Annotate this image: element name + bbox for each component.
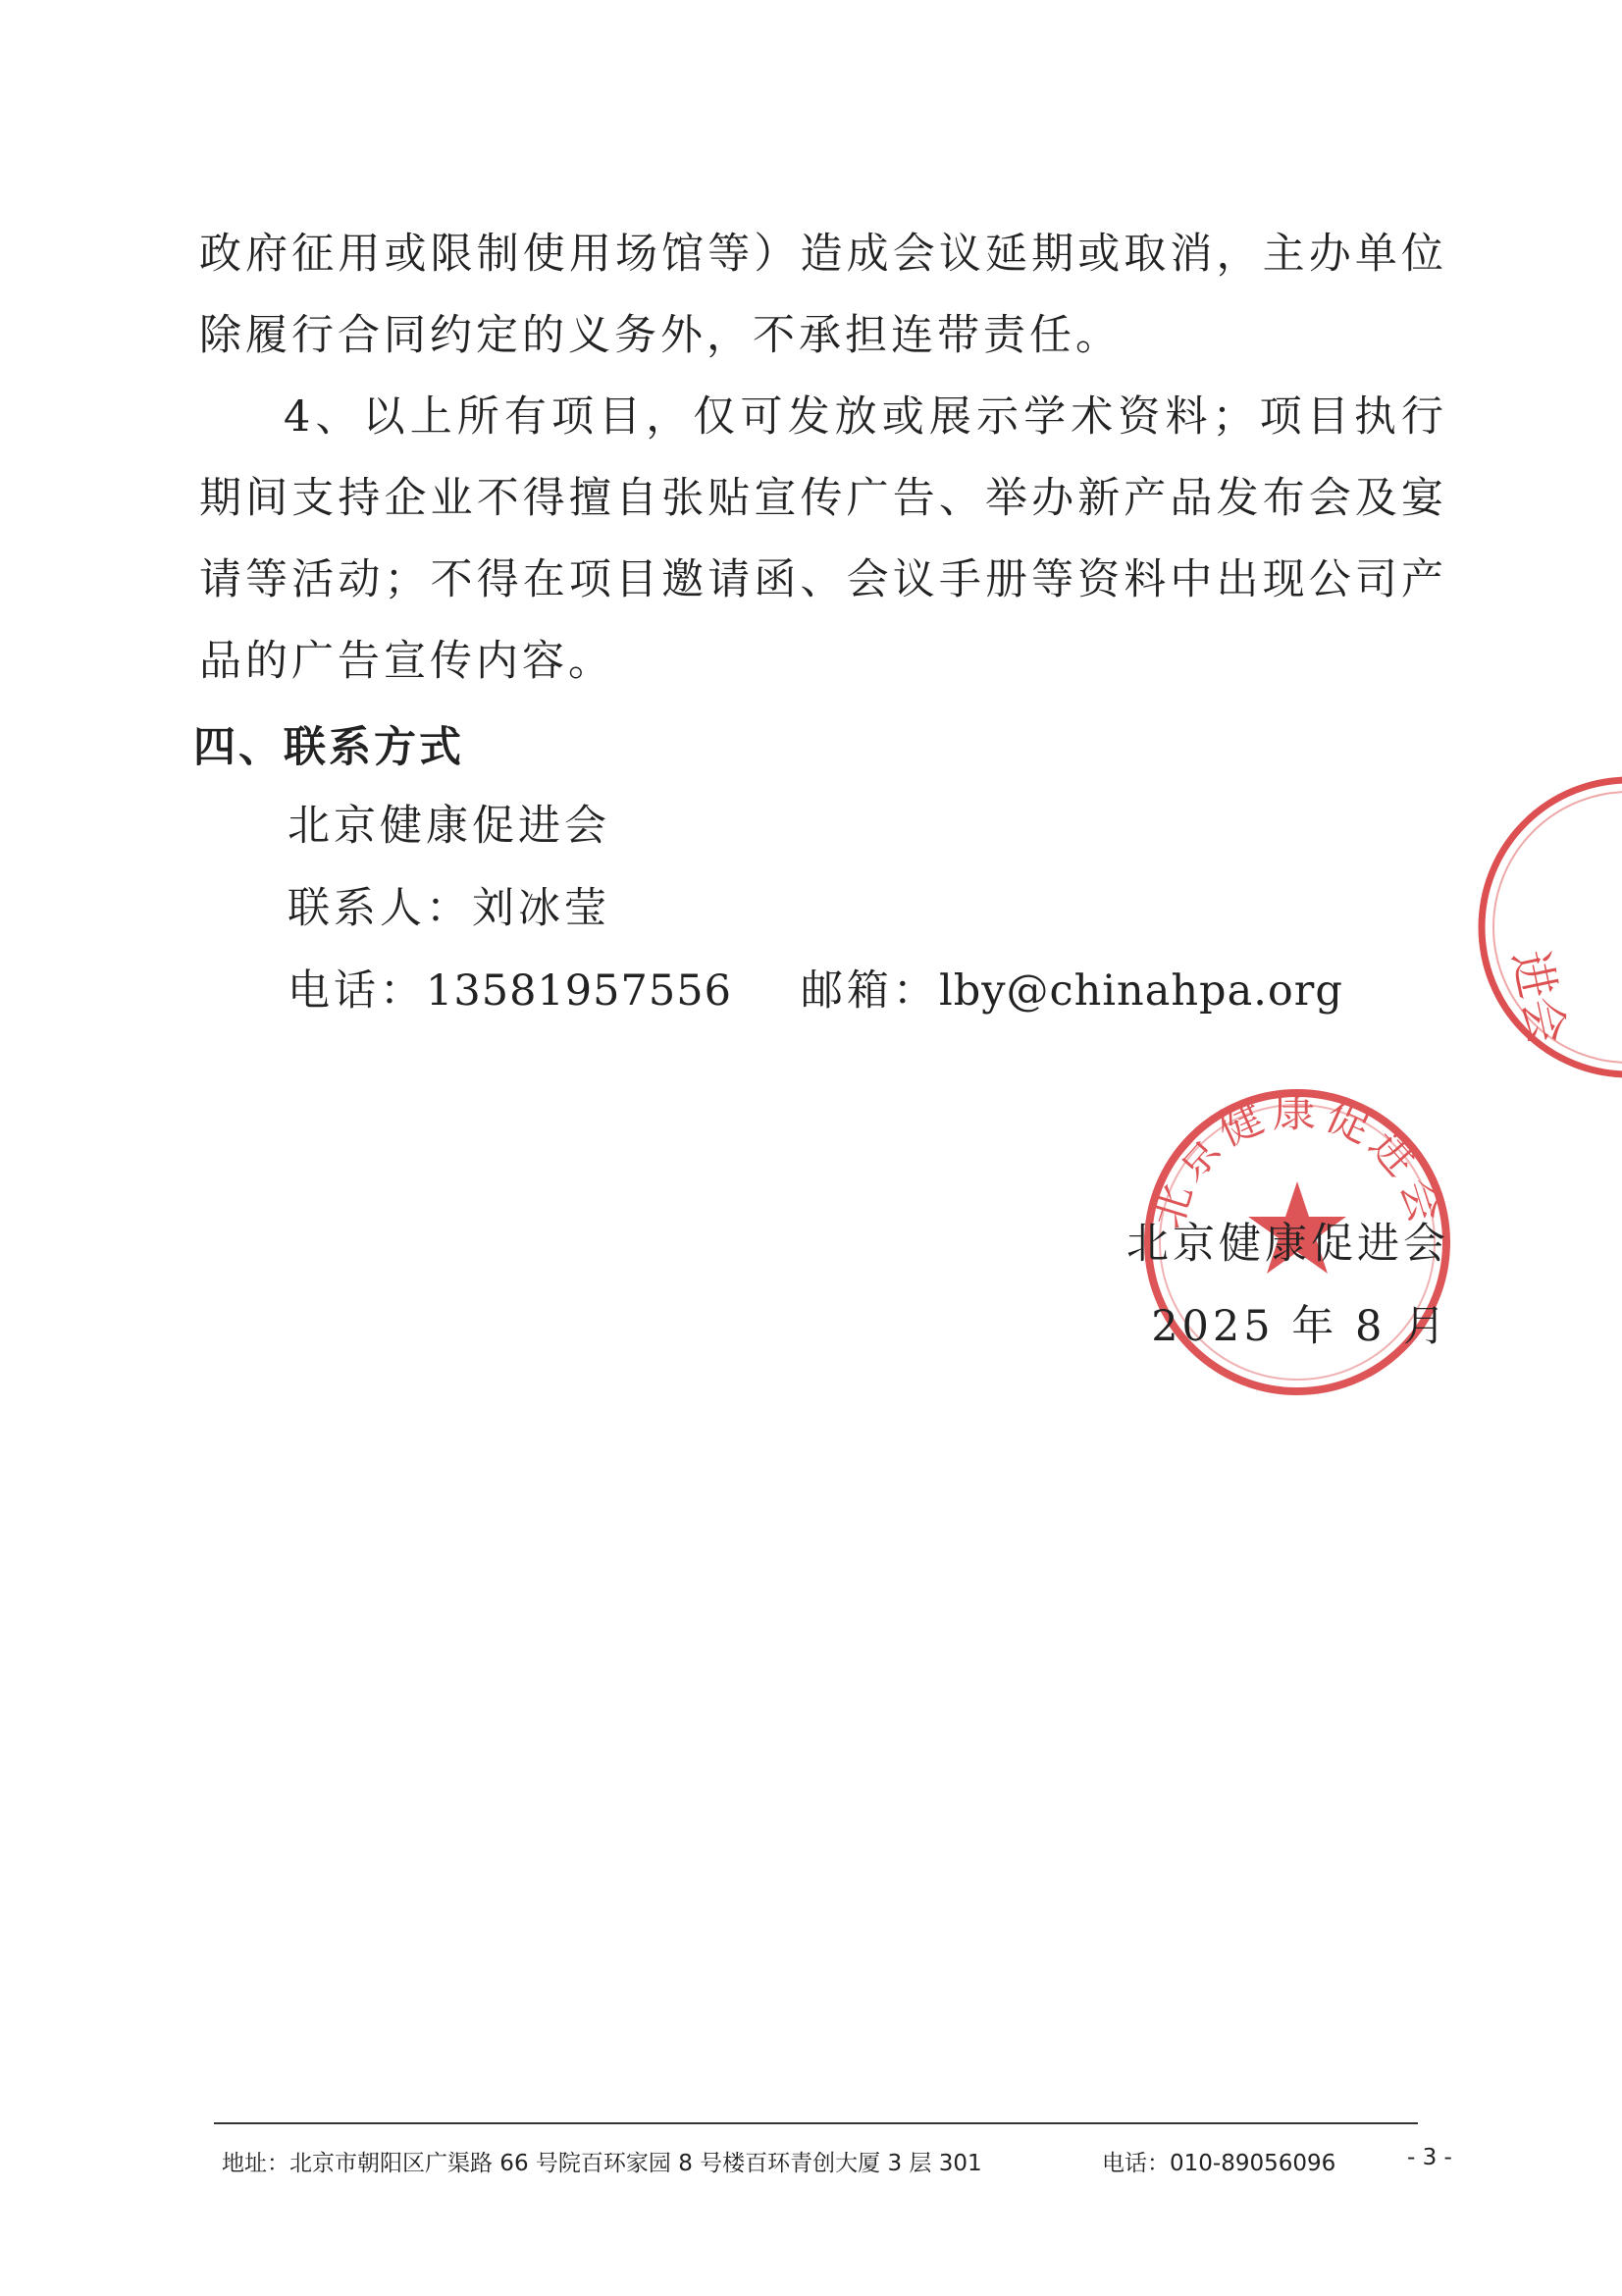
contact-person-line xyxy=(288,875,610,935)
footer-address: 地址：北京市朝阳区广渠路 66 号院百环家园 8 号楼百环青创大厦 3 层 301 xyxy=(222,2151,982,2176)
section-heading: 四、联系方式 xyxy=(193,723,464,772)
body-paragraph-1: 政府征用或限制使用场馆等）造成会议延期或取消，主办单位除履行合同约定的义务外，不承担连带责任。 xyxy=(199,230,1447,360)
page-number: - 3 - xyxy=(1407,2145,1452,2170)
contact-email-label: 邮箱： xyxy=(800,966,939,1016)
signature-date: 2025 年 8 月 xyxy=(1151,1302,1449,1351)
footer-phone: 电话：010-89056096 xyxy=(1102,2151,1336,2176)
partial-seal-stamp xyxy=(1452,770,1622,1084)
contact-org: 北京健康促进会 xyxy=(288,802,610,851)
contact-phone-label: 电话： xyxy=(288,966,426,1016)
footer-divider xyxy=(214,2122,1418,2124)
signature-org: 北京健康促进会 xyxy=(1126,1220,1449,1269)
contact-email: lby@chinahpa.org xyxy=(938,966,1343,1016)
contact-person: 刘冰莹 xyxy=(472,884,610,933)
body-paragraph-2: 4、以上所有项目，仅可发放或展示学术资料；项目执行期间支持企业不得擅自张贴宣传广告、举办新产品发布会及宴请等活动；不得在项目邀请函、会议手册等资料中出现公司产品的广告宣传内容。 xyxy=(199,392,1447,686)
partial-seal-text: 进会 xyxy=(1501,945,1576,1050)
seal-text: 北京健康促进会 xyxy=(1141,1086,1453,1234)
contact-phone: 13581957556 xyxy=(426,966,732,1016)
contact-person-label: 联系人： xyxy=(288,884,472,933)
contact-phone-email-line xyxy=(288,958,1343,1018)
